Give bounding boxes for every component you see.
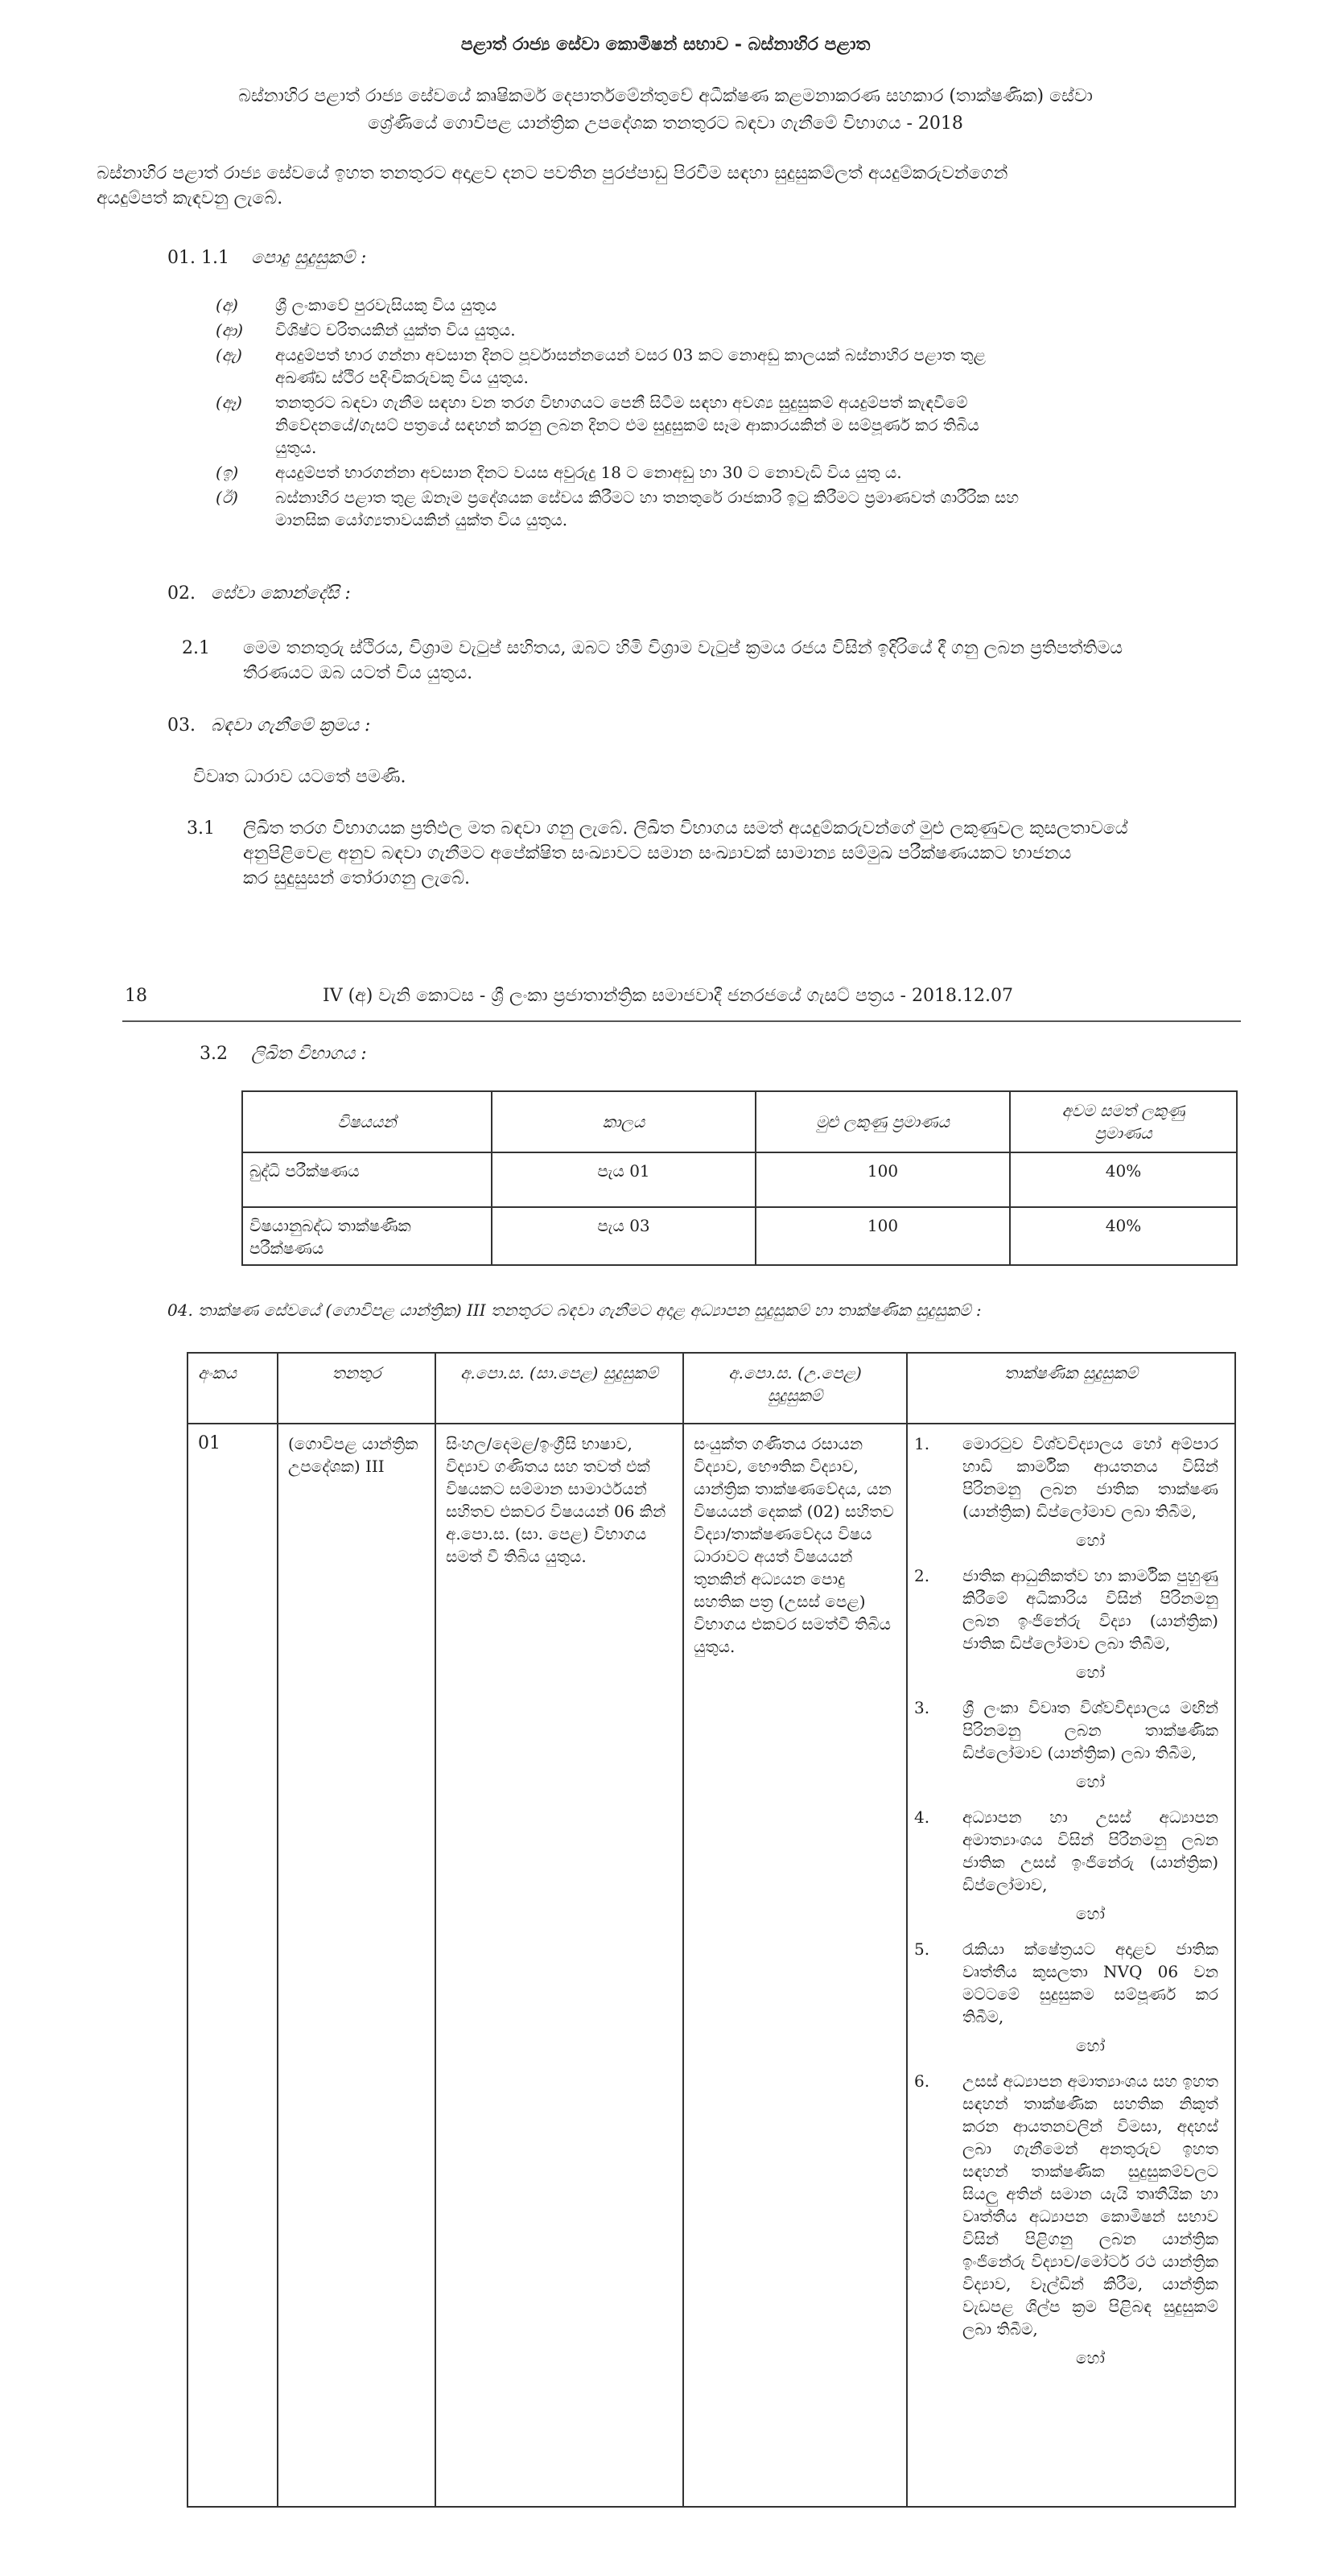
or-separator: හෝ bbox=[1076, 1904, 1105, 1923]
list-item-label: (ඊ) bbox=[216, 488, 238, 507]
gazette-header: IV (අ) වැනි කොටස - ශ්‍රී ලංකා ප්‍රජාතාන්ත්‍රික සමාජවාදී ජනරජයේ ගැසට් පත්‍රය - 2018.12.07 bbox=[323, 986, 1013, 1006]
list-item-label: (ඉ) bbox=[216, 463, 239, 482]
column-header: අංකය bbox=[187, 1353, 278, 1424]
table-header-row bbox=[187, 1353, 1235, 1424]
list-item-label: (අ) bbox=[216, 295, 238, 315]
table-cell-total: 100 bbox=[756, 1152, 1010, 1207]
table-cell-duration: පැය 01 bbox=[492, 1152, 756, 1207]
section-3-text: ලිඛිත තරග විභාගයක ප්‍රතිඵල මත බඳවා ගනු ලැබේ. ලිඛිත විභාගය සමත් අයදුම්කරුවන්ගේ මුළු ලකුණුවල කුසලතාවයේ අනුපිළිවෙළ අනුව බඳවා ගැනීමට අපේක්ෂිත සංඛ්‍යාවට සමාන සංඛ්‍යාවක් සාමාන්‍ය සම්මුඛ පරීක්ෂණයකට භාජනය කර සුදුසුසන් තෝරාගනු ලැබේ. bbox=[243, 818, 1128, 888]
table-row bbox=[242, 1152, 1237, 1207]
list-item bbox=[216, 319, 1238, 341]
list-item-label: (ඇ) bbox=[216, 345, 242, 365]
section-1-number: 01. 1.1 bbox=[167, 248, 229, 268]
table-cell-post: (ගොවිපළ යාන්ත්‍රික උපදේශක) III bbox=[278, 1424, 435, 2507]
technical-item: 5. රැකියා ක්ෂේත්‍රයට අදාළව ජාතික වෘත්තීය කුසලතා NVQ 06 වන මට්ටමේ සුදුසුකම සම්පූර්ණ කර තිබීම, bbox=[914, 1939, 1218, 2026]
written-exam-table bbox=[241, 1090, 1238, 1266]
list-item-text: අයදුම්පත් භාරගන්නා අවසාන දිනට වයස අවුරුදු 18 ට නොඅඩු හා 30 ට නොවැඩි විය යුතු ය. bbox=[275, 463, 902, 482]
table-cell-number: 01 bbox=[187, 1424, 278, 2507]
technical-item: 2. ජාතික ආධුනිකත්ව හා කාර්මික පුහුණු කිරීමේ අධිකාරිය විසින් පිරිනමනු ලබන ඉංජිනේරු විද්‍යා (යාන්ත්‍රික) ජාතික ඩිප්ලෝමාව ලබා තිබීම, bbox=[914, 1566, 1218, 1653]
or-separator: හෝ bbox=[1076, 1772, 1105, 1791]
column-header: කාලය bbox=[492, 1091, 756, 1152]
table-row bbox=[187, 1424, 1235, 2507]
technical-item: 3. ශ්‍රී ලංකා විවෘත විශ්වවිද්‍යාලය මඟින් පිරිනමනු ලබන තාක්ෂණික ඩිප්ලෝමාව (යාන්ත්‍රික) ලබා තිබීම, bbox=[914, 1698, 1218, 1762]
section-3-number: 03. bbox=[167, 715, 196, 736]
list-item-label: (ඈ) bbox=[216, 393, 242, 412]
section-3-heading: බඳවා ගැනීමේ ක්‍රමය : bbox=[211, 715, 371, 736]
column-header: තාක්ෂණික සුදුසුකම් bbox=[907, 1353, 1235, 1424]
or-separator: හෝ bbox=[1076, 2348, 1105, 2368]
column-header: විෂයයන් bbox=[242, 1091, 492, 1152]
table-cell-subject: බුද්ධි පරීක්ෂණය bbox=[242, 1152, 492, 1207]
list-item-text: අයදුම්පත් භාර ගන්නා අවසාන දිනට පූර්වාසන්නයෙන් වසර 03 කට නොඅඩු කාලයක් බස්නාහිර පළාත තුළ අඛණ්ඩ ස්ථිර පදිංචිකරුවකු විය යුතුය. bbox=[275, 345, 986, 387]
table-cell-total: 100 bbox=[756, 1207, 1010, 1265]
table-cell-min: 40% bbox=[1010, 1152, 1237, 1207]
section-2-text: මෙම තනතුරු ස්ථිරය, විශ්‍රාම වැටුප් සහිතය, ඔබට හිමි විශ්‍රාම වැටුප් ක්‍රමය රජය විසින් ඉදිරියේ දී ගනු ලබන ප්‍රතිපත්තිමය තීරණයට ඔබ යටත් විය යුතුය. bbox=[243, 638, 1123, 683]
table-header-row bbox=[242, 1091, 1237, 1152]
document-title: පළාත් රාජ්‍ය සේවා කොමිෂන් සභාව - බස්නාහිර පළාත bbox=[460, 34, 871, 55]
page-number: 18 bbox=[125, 986, 147, 1006]
table-cell-technical bbox=[907, 1424, 1235, 2507]
list-item-label: (ආ) bbox=[216, 320, 244, 340]
table-cell-ol: සිංහල/දෙමළ/ඉංග්‍රීසි භාෂාව, විද්‍යාව ගණිතය සහ තවත් එක් විෂයකට සම්මාන සාමාර්ථයන් සහිතව එකවර විෂයයන් 06 කින් අ.පො.ස. (සා. පෙළ) විභාගය සමත් වී තිබිය යුතුය. bbox=[435, 1424, 683, 2507]
list-item-text: තනතුරට බඳවා ගැනීම සඳහා වන තරග විභාගයට පෙනී සිටීම සඳහා අවශ්‍ය සුදුසුකම් අයදුම්පත් කැඳවීමේ නිවේදනයේ/ගැසට් පත්‍රයේ සඳහන් කරනු ලබන දිනට එම සුදුසුකම් සෑම ආකාරයකින් ම සම්පූර්ණ කර තිබිය යුතුය. bbox=[275, 393, 979, 457]
table-cell-subject: විෂයානුබද්ධ තාක්ෂණික පරීක්ෂණය bbox=[242, 1207, 492, 1265]
technical-item: 4. අධ්‍යාපන හා උසස් අධ්‍යාපන අමාත්‍යාංශය විසින් පිරිනමනු ලබන ජාතික උසස් ඉංජිනේරු (යාන්ත්‍රික) ඩිප්ලෝමාව, bbox=[914, 1807, 1218, 1894]
section-3-2-number: 3.2 bbox=[200, 1044, 228, 1064]
list-item-text: ශ්‍රී ලංකාවේ පුරවැසියකු විය යුතුය bbox=[275, 295, 497, 315]
intro-line-2: අයදුම්පත් කැඳවනු ලැබේ. bbox=[97, 188, 283, 208]
table-cell-al: සංයුක්ත ගණිතය රසායන විද්‍යාව, භෞතික විද්‍යාව, යාන්ත්‍රික තාක්ෂණවේදය, යන විෂයයන් දෙකක් (02) සහිතව විද්‍යා/තාක්ෂණවේදය විෂය ධාරාවට අයත් විෂයයන් තුනකින් අධ්‍යයන පොදු සහතික පත්‍ර (උසස් පෙළ) විභාගය එකවර සමත්වී තිබිය යුතුය. bbox=[683, 1424, 907, 2507]
document-subtitle-line-1: බස්නාහිර පළාත් රාජ්‍ය සේවයේ කෘෂිකර්ම දෙපාර්තමේන්තුවේ අධීක්ෂණ කළමනාකරණ සහකාර (තාක්ෂණික) සේවා bbox=[238, 86, 1093, 106]
or-separator: හෝ bbox=[1076, 2036, 1105, 2055]
table-cell-min: 40% bbox=[1010, 1207, 1237, 1265]
technical-item: 1. මොරටුව විශ්වවිද්‍යාලය හෝ අම්පාර හාඩි කාර්මික ආයතනය විසින් පිරිනමනු ලබන ජාතික තාක්ෂණ (යාන්ත්‍රික) ඩිප්ලෝමාව ලබා තිබීම, bbox=[914, 1434, 1218, 1521]
section-3-note: විවෘත ධාරාව යටතේ පමණි. bbox=[193, 767, 406, 787]
section-4-heading: 04. තාක්ෂණ සේවයේ (ගොවිපළ යාන්ත්‍රික) III තනතුරට බඳවා ගැනීමට අදාළ අධ්‍යාපන සුදුසුකම් හා තාක්ෂණික සුදුසුකම් : bbox=[167, 1300, 982, 1320]
header-divider bbox=[122, 1020, 1241, 1022]
list-item bbox=[216, 461, 1238, 484]
column-header: අ.පො.ස. (උ.පෙළ) සුදුසුකම් bbox=[683, 1353, 907, 1424]
list-item bbox=[216, 486, 1238, 531]
list-item bbox=[216, 391, 1238, 459]
section-1-list bbox=[216, 294, 1238, 534]
qualifications-table bbox=[187, 1352, 1236, 2508]
section-1-heading: පොදු සුදුසුකම් : bbox=[251, 248, 367, 268]
intro-paragraph bbox=[97, 161, 1234, 211]
column-header: අවම සමත් ලකුණු ප්‍රමාණය bbox=[1010, 1091, 1237, 1152]
section-2-heading: සේවා කොන්දේසි : bbox=[211, 583, 351, 604]
technical-item: 6. උසස් අධ්‍යාපන අමාත්‍යාංශය සහ ඉහත සඳහන් තාක්ෂණික සහතික නිකුත් කරන ආයතනවලින් විමසා, අදහස් ලබා ගැනීමෙන් අනතුරුව ඉහත සඳහන් තාක්ෂණික සුදුසුකම්වලට සියලු අතින් සමාන යැයි තෘතීයික හා වෘත්තීය අධ්‍යාපන කොමිෂන් සභාව විසින් පිළිගනු ලබන යාන්ත්‍රික ඉංජිනේරු විද්‍යාව/මෝටර් රථ යාන්ත්‍රික විද්‍යාව, වෑල්ඩින් කිරීම, යාන්ත්‍රික වැඩපළ ශිල්ප ක්‍රම පිළිබඳ සුදුසුකම් ලබා තිබීම, bbox=[914, 2071, 1218, 2339]
section-3-2-heading: ලිඛිත විභාගය : bbox=[251, 1044, 367, 1064]
column-header: අ.පො.ස. (සා.පෙළ) සුදුසුකම් bbox=[435, 1353, 683, 1424]
or-separator: හෝ bbox=[1076, 1663, 1105, 1682]
section-2-item-number: 2.1 bbox=[182, 638, 210, 658]
section-3-item-number: 3.1 bbox=[187, 818, 215, 839]
column-header: මුළු ලකුණු ප්‍රමාණය bbox=[756, 1091, 1010, 1152]
table-row bbox=[242, 1207, 1237, 1265]
column-header: තනතුර bbox=[278, 1353, 435, 1424]
list-item-text: විශිෂ්ට චරිතයකින් යුක්ත විය යුතුය. bbox=[275, 320, 516, 340]
list-item bbox=[216, 344, 1238, 389]
section-2-number: 02. bbox=[167, 583, 196, 604]
document-subtitle-line-2: ශ්‍රේණියේ ගොවිපළ යාන්ත්‍රික උපදේශක තනතුරට බඳවා ගැනීමේ විභාගය - 2018 bbox=[368, 113, 963, 134]
intro-line-1: බස්නාහිර පළාත් රාජ්‍ය සේවයේ ඉහත තනතුරට අදාළව දනට පවතින පුරප්පාඩු පිරවීම සඳහා සුදුසුකම්ලත් අයදුම්කරුවන්ගෙන් bbox=[97, 163, 1008, 183]
list-item-text: බස්නාහිර පළාත තුළ ඕනෑම ප්‍රදේශයක සේවය කිරීමට හා තනතුරේ රාජකාරි ඉටු කිරීමට ප්‍රමාණවත් ශාරීරික සහ මානසික යෝග්‍යතාවයකින් යුක්ත විය යුතුය. bbox=[275, 488, 1020, 530]
or-separator: හෝ bbox=[1076, 1531, 1105, 1550]
list-item bbox=[216, 294, 1238, 316]
table-cell-duration: පැය 03 bbox=[492, 1207, 756, 1265]
